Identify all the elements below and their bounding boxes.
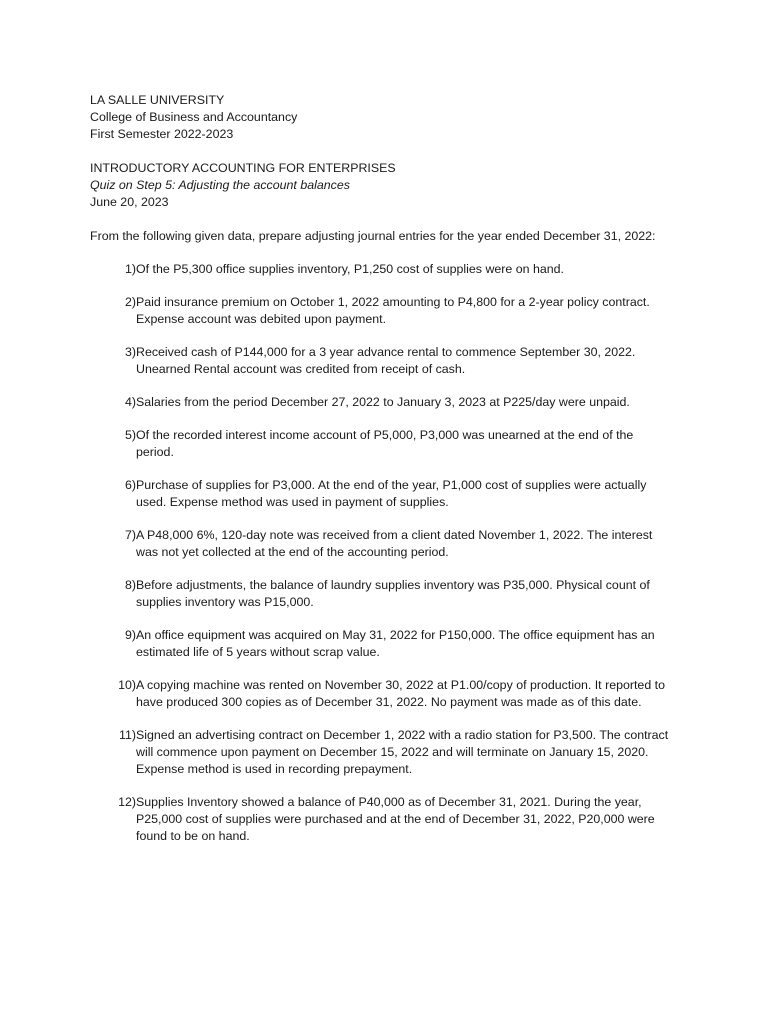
item-line: supplies inventory was P15,000. [136,595,314,609]
list-item [90,577,690,611]
item-number: 9) [124,628,136,642]
item-text [136,794,690,845]
list-item [90,794,690,845]
item-text [136,294,690,328]
item-line: used. Expense method was used in payment of supplies. [136,495,449,509]
item-line: Purchase of supplies for P3,000. At the end of the year, P1,000 cost of supplies were actually [136,478,647,492]
quiz-title: Quiz on Step 5: Adjusting the account balances [90,178,350,192]
instructions: From the following given data, prepare adjusting journal entries for the year ended December 31, 2022: [90,229,656,243]
college-name: College of Business and Accountancy [90,110,298,124]
item-number: 6) [124,478,136,492]
item-number: 8) [124,578,136,592]
course-title: INTRODUCTORY ACCOUNTING FOR ENTERPRISES [90,161,396,175]
item-line: period. [136,445,174,459]
list-item [90,427,690,461]
item-line: found to be on hand. [136,829,250,843]
document-header [90,92,297,143]
item-line: A P48,000 6%, 120-day note was received from a client dated November 1, 2022. The interest [136,528,653,542]
item-number: 11) [119,728,136,742]
item-line: Expense account was debited upon payment. [136,312,387,326]
item-line: Unearned Rental account was credited from receipt of cash. [136,362,466,376]
item-text [136,427,690,461]
item-number: 3) [124,345,136,359]
item-line: Expense method is used in recording prepayment. [136,762,413,776]
item-line: Salaries from the period December 27, 2022 to January 3, 2023 at P225/day were unpaid. [136,395,630,409]
item-line: Of the recorded interest income account of P5,000, P3,000 was unearned at the end of the [136,428,634,442]
item-text [136,261,690,278]
item-number: 7) [124,528,136,542]
list-item [90,294,690,328]
semester: First Semester 2022-2023 [90,127,234,141]
item-line: An office equipment was acquired on May 31, 2022 for P150,000. The office equipment has an [136,628,655,642]
item-line: Paid insurance premium on October 1, 2022 amounting to P4,800 for a 2-year policy contract. [136,295,650,309]
item-number: 2) [124,295,136,309]
item-text [136,677,690,711]
list-item [90,477,690,511]
item-number: 1) [124,262,136,276]
list-item [90,394,690,411]
item-line: Supplies Inventory showed a balance of P40,000 as of December 31, 2021. During the year, [136,795,642,809]
course-block [90,160,396,211]
item-text [136,627,690,661]
university-name: LA SALLE UNIVERSITY [90,93,225,107]
item-text [136,477,690,511]
item-number: 5) [124,428,136,442]
item-text [136,577,690,611]
item-line: estimated life of 5 years without scrap value. [136,645,380,659]
list-item [90,344,690,378]
list-item [90,677,690,711]
item-text [136,727,690,778]
list-item [90,527,690,561]
item-line: P25,000 cost of supplies were purchased and at the end of December 31, 2022, P20,000 were [136,812,655,826]
item-line: A copying machine was rented on November 30, 2022 at P1.00/copy of production. It reported to [136,678,665,692]
item-text [136,527,690,561]
list-item [90,727,690,778]
item-line: Signed an advertising contract on December 1, 2022 with a radio station for P3,500. The contract [136,728,669,742]
item-number: 4) [124,395,136,409]
quiz-date: June 20, 2023 [90,195,169,209]
item-number: 12) [118,795,136,809]
item-line: Before adjustments, the balance of laundry supplies inventory was P35,000. Physical count of [136,578,650,592]
item-line: Of the P5,300 office supplies inventory, P1,250 cost of supplies were on hand. [136,262,564,276]
item-line: have produced 300 copies as of December 31, 2022. No payment was made as of this date. [136,695,642,709]
list-item [90,627,690,661]
item-line: Received cash of P144,000 for a 3 year advance rental to commence September 30, 2022. [136,345,636,359]
problem-list [90,261,690,861]
item-line: was not yet collected at the end of the accounting period. [136,545,449,559]
item-text [136,394,690,411]
item-text [136,344,690,378]
item-line: will commence upon payment on December 15, 2022 and will terminate on January 15, 2020. [136,745,649,759]
item-number: 10) [118,678,136,692]
list-item [90,261,690,278]
